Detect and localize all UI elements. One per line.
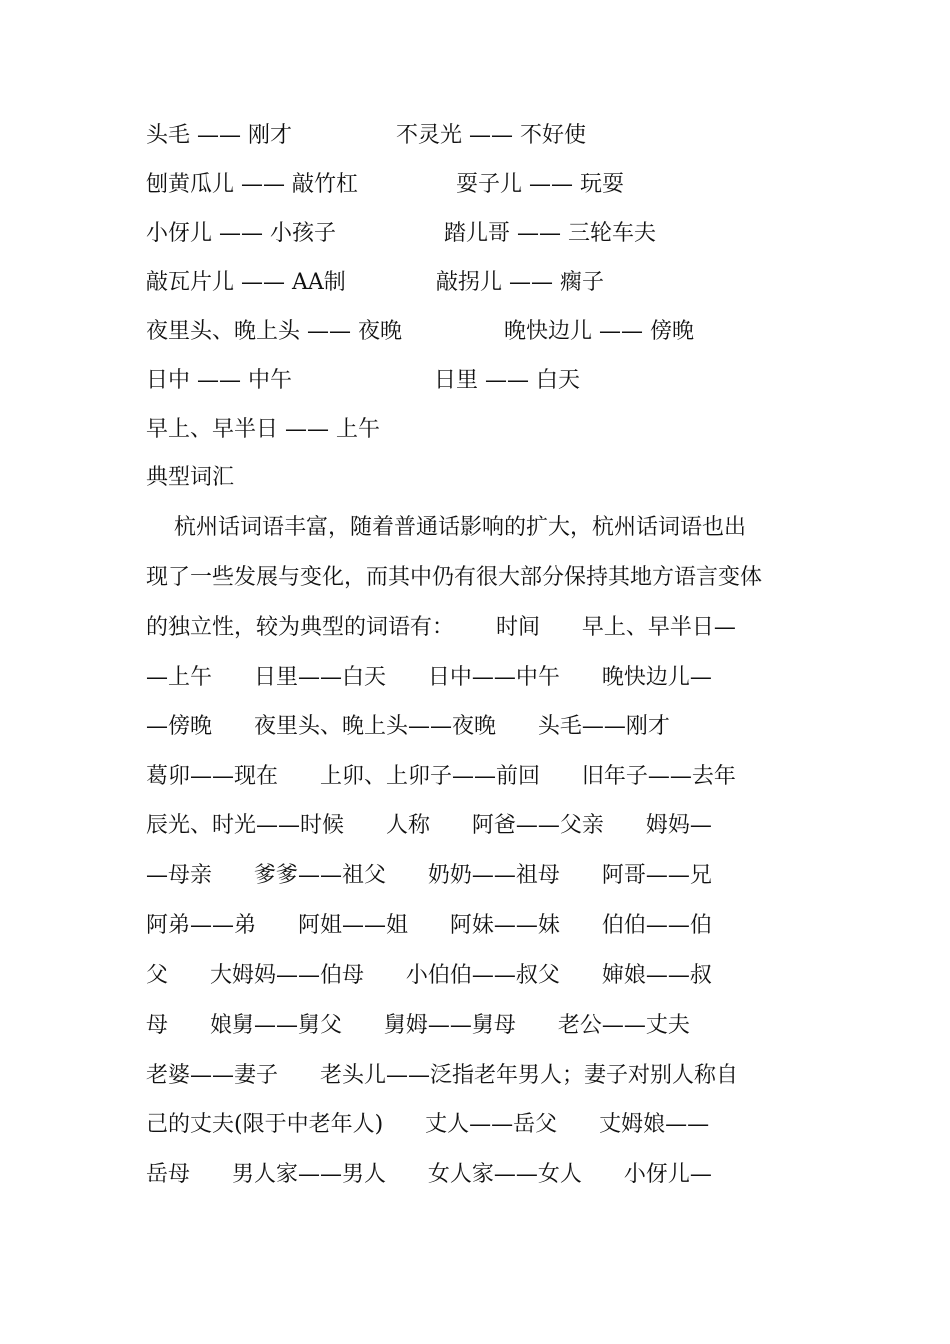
- vocab-pair-left: 日中 —— 中午: [146, 368, 292, 393]
- vocab-pair-row: [146, 218, 746, 250]
- vocab-pair-row: [146, 120, 746, 152]
- vocab-pair-left: 小伢儿 —— 小孩子: [146, 221, 336, 246]
- paragraph-line: 岳母 男人家——男人 女人家——女人 小伢儿—: [146, 1162, 712, 1187]
- vocab-pair-row: [146, 169, 746, 201]
- paragraph-line: 葛卯——现在 上卯、上卯子——前回 旧年子——去年: [146, 764, 736, 789]
- vocab-pair-left: 头毛 —— 刚才: [146, 123, 292, 148]
- vocab-pair-left: 敲瓦片儿 —— AA制: [146, 270, 346, 295]
- vocab-pair-right: 踏儿哥 —— 三轮车夫: [444, 221, 656, 246]
- vocab-pair-row: [146, 414, 746, 446]
- vocab-pair-right: 不灵光 —— 不好使: [396, 123, 586, 148]
- vocab-pair-left: 早上、早半日 —— 上午: [146, 417, 380, 442]
- paragraph-line: 己的丈夫(限于中老年人) 丈人——岳父 丈姆娘——: [146, 1112, 710, 1137]
- paragraph-line: 老婆——妻子 老头儿——泛指老年男人；妻子对别人称自: [146, 1063, 738, 1088]
- vocab-pair-right: 敲拐儿 —— 瘸子: [436, 270, 604, 295]
- vocab-pair-right: 晚快边儿 —— 傍晚: [504, 319, 694, 344]
- vocab-pair-row: [146, 365, 746, 397]
- paragraph-line: —母亲 爹爹——祖父 奶奶——祖母 阿哥——兄: [146, 863, 712, 888]
- vocab-pair-row: [146, 267, 746, 299]
- paragraph-line: 母 娘舅——舅父 舅姆——舅母 老公——丈夫: [146, 1013, 690, 1038]
- paragraph-line: —傍晚 夜里头、晚上头——夜晚 头毛——刚才: [146, 714, 670, 739]
- paragraph-line: 现了一些发展与变化，而其中仍有很大部分保持其地方语言变体: [146, 565, 763, 590]
- vocab-pair-left: 夜里头、晚上头 —— 夜晚: [146, 319, 402, 344]
- vocab-pair-left: 刨黄瓜儿 —— 敲竹杠: [146, 172, 358, 197]
- paragraph-line: 杭州话词语丰富，随着普通话影响的扩大，杭州话词语也出: [146, 515, 746, 540]
- section-heading: 典型词汇: [146, 465, 235, 490]
- vocab-pair-right: 耍子儿 —— 玩耍: [456, 172, 624, 197]
- paragraph-line: 父 大姆妈——伯母 小伯伯——叔父 婶娘——叔: [146, 963, 712, 988]
- paragraph-line: —上午 日里——白天 日中——中午 晚快边儿—: [146, 665, 712, 690]
- paragraph-line: 的独立性，较为典型的词语有： 时间 早上、早半日—: [146, 615, 736, 640]
- vocab-pair-row: [146, 316, 746, 348]
- paragraph-line: 辰光、时光——时候 人称 阿爸——父亲 姆妈—: [146, 813, 712, 838]
- vocab-pair-right: 日里 —— 白天: [434, 368, 580, 393]
- paragraph-line: 阿弟——弟 阿姐——姐 阿妹——妹 伯伯——伯: [146, 913, 712, 938]
